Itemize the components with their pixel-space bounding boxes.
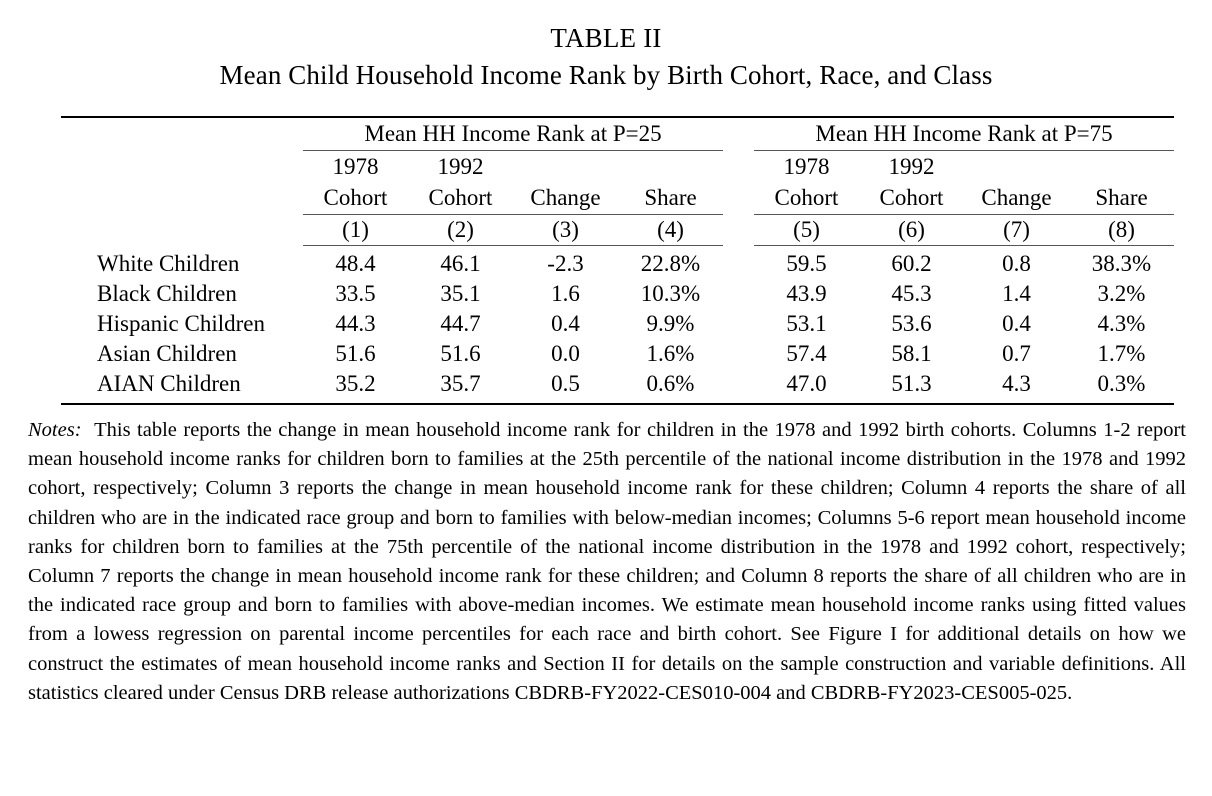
cell-white-c4: 22.8%: [640, 251, 701, 276]
cell-white-gap: [723, 246, 754, 280]
column-number-4: (4): [657, 217, 684, 242]
year-col-4: [618, 151, 723, 183]
cell-hispanic-c8: 4.3%: [1097, 311, 1146, 336]
cell-hispanic-c7: 0.4: [1002, 311, 1031, 336]
cell-aian-c5: 47.0: [786, 371, 827, 396]
table-row: [61, 279, 1174, 309]
cell-white-c7: 0.8: [1002, 251, 1031, 276]
notes-body: This table reports the change in mean household income rank for children in the 1978 and 1992 birth cohorts. Columns 1-2 report mean household income ranks for children born to families at the 25th percentile of the national income distribution in the 1978 and 1992 cohort, respectively; Column 3 reports the change in mean household income rank for these children; Column 4 reports the share of all children who are in the indicated race group and born to families with below-median incomes; Columns 5-6 report mean household income ranks for children born to families at the 75th percentile of the national income distribution in the 1978 and 1992 cohort, respectively; Column 7 reports the change in mean household income rank for these children; and Column 8 reports the share of all children who are in the indicated race group and born to families with above-median incomes. We estimate mean household income ranks using fitted values from a lowess regression on parental income percentiles for each race and birth cohort. See Figure I for additional details on how we construct the estimates of mean household income ranks and Section II for details on the sample construction and variable definitions. All statistics cleared under Census DRB release authorizations CBDRB-FY2022-CES010-004 and CBDRB-FY2023-CES005-025.: [28, 419, 1186, 704]
cell-asian-c4: 1.6%: [646, 341, 695, 366]
table-container: [0, 116, 1212, 405]
cell-black-c6: 45.3: [891, 281, 932, 306]
cell-hispanic-c1: 44.3: [335, 311, 376, 336]
cell-hispanic-c6: 53.6: [891, 311, 932, 336]
column-number-1: (1): [342, 217, 369, 242]
column-number-5: (5): [793, 217, 820, 242]
column-number-spacer: [61, 215, 303, 246]
cell-aian-c4: 0.6%: [646, 371, 695, 396]
year-row-spacer: [61, 151, 303, 183]
row-label-asian-children: Asian Children: [97, 341, 237, 366]
column-number-gap: [723, 215, 754, 246]
cell-aian-c2: 35.7: [440, 371, 481, 396]
cell-white-c8: 38.3%: [1091, 251, 1152, 276]
cell-black-c4: 10.3%: [640, 281, 701, 306]
subheader-col-3: Change: [530, 185, 601, 210]
subheader-col-6: Cohort: [879, 185, 944, 210]
table-row: [61, 369, 1174, 404]
cell-asian-c6: 58.1: [891, 341, 932, 366]
cell-aian-c6: 51.3: [891, 371, 932, 396]
year-col-1: 1978: [332, 154, 379, 179]
table-bottom-rule: [61, 404, 1174, 405]
cell-black-c8: 3.2%: [1097, 281, 1146, 306]
column-number-row: [61, 215, 1174, 246]
cell-asian-gap: [723, 339, 754, 369]
year-col-6: 1992: [888, 154, 935, 179]
cell-aian-gap: [723, 369, 754, 404]
year-col-7: [964, 151, 1069, 183]
subheader-col-5: Cohort: [774, 185, 839, 210]
cell-aian-c3: 0.5: [551, 371, 580, 396]
year-col-8: [1069, 151, 1174, 183]
group-header-gap: [723, 117, 754, 150]
table-number: TABLE II: [550, 23, 662, 53]
notes-label: Notes:: [28, 419, 82, 441]
year-row-gap: [723, 151, 754, 183]
income-rank-table: [61, 116, 1174, 405]
group-header-spacer: [61, 117, 303, 150]
cell-black-gap: [723, 279, 754, 309]
column-number-8: (8): [1108, 217, 1135, 242]
subheader-col-4: Share: [644, 185, 697, 210]
column-number-6: (6): [898, 217, 925, 242]
row-label-hispanic-children: Hispanic Children: [97, 311, 265, 336]
year-col-2: 1992: [437, 154, 484, 179]
subheader-col-1: Cohort: [323, 185, 388, 210]
year-col-5: 1978: [783, 154, 830, 179]
group-header-row: [61, 117, 1174, 150]
cell-black-c2: 35.1: [440, 281, 481, 306]
row-label-white-children: White Children: [97, 251, 240, 276]
cell-asian-c8: 1.7%: [1097, 341, 1146, 366]
table-row: [61, 246, 1174, 280]
table-caption: Mean Child Household Income Rank by Birth Cohort, Race, and Class: [219, 60, 993, 90]
cell-white-c6: 60.2: [891, 251, 932, 276]
table-title-block: [0, 0, 1212, 94]
subheader-col-8: Share: [1095, 185, 1148, 210]
cell-asian-c5: 57.4: [786, 341, 827, 366]
column-number-2: (2): [447, 217, 474, 242]
row-label-aian-children: AIAN Children: [97, 371, 241, 396]
cell-aian-c1: 35.2: [335, 371, 376, 396]
cell-hispanic-c4: 9.9%: [646, 311, 695, 336]
subheader-row-gap: [723, 182, 754, 214]
year-col-3: [513, 151, 618, 183]
cell-white-c3: -2.3: [547, 251, 584, 276]
cell-black-c5: 43.9: [786, 281, 827, 306]
cell-asian-c3: 0.0: [551, 341, 580, 366]
cell-asian-c2: 51.6: [440, 341, 481, 366]
table-notes: [0, 416, 1212, 708]
cell-hispanic-c3: 0.4: [551, 311, 580, 336]
cell-black-c3: 1.6: [551, 281, 580, 306]
table-row: [61, 339, 1174, 369]
cell-hispanic-c2: 44.7: [440, 311, 481, 336]
subheader-col-7: Change: [981, 185, 1052, 210]
subheader-col-2: Cohort: [428, 185, 493, 210]
column-number-3: (3): [552, 217, 579, 242]
subheader-row: [61, 182, 1174, 214]
cell-asian-c7: 0.7: [1002, 341, 1031, 366]
cell-white-c5: 59.5: [786, 251, 827, 276]
cell-black-c7: 1.4: [1002, 281, 1031, 306]
cell-hispanic-gap: [723, 309, 754, 339]
subheader-row-spacer: [61, 182, 303, 214]
cell-aian-c7: 4.3: [1002, 371, 1031, 396]
cell-white-c2: 46.1: [440, 251, 481, 276]
row-label-black-children: Black Children: [97, 281, 237, 306]
cell-black-c1: 33.5: [335, 281, 376, 306]
cell-white-c1: 48.4: [335, 251, 376, 276]
group-header-p25: Mean HH Income Rank at P=25: [364, 121, 662, 146]
column-number-7: (7): [1003, 217, 1030, 242]
cell-hispanic-c5: 53.1: [786, 311, 827, 336]
year-header-row: [61, 151, 1174, 183]
cell-aian-c8: 0.3%: [1097, 371, 1146, 396]
group-header-p75: Mean HH Income Rank at P=75: [815, 121, 1113, 146]
cell-asian-c1: 51.6: [335, 341, 376, 366]
table-row: [61, 309, 1174, 339]
